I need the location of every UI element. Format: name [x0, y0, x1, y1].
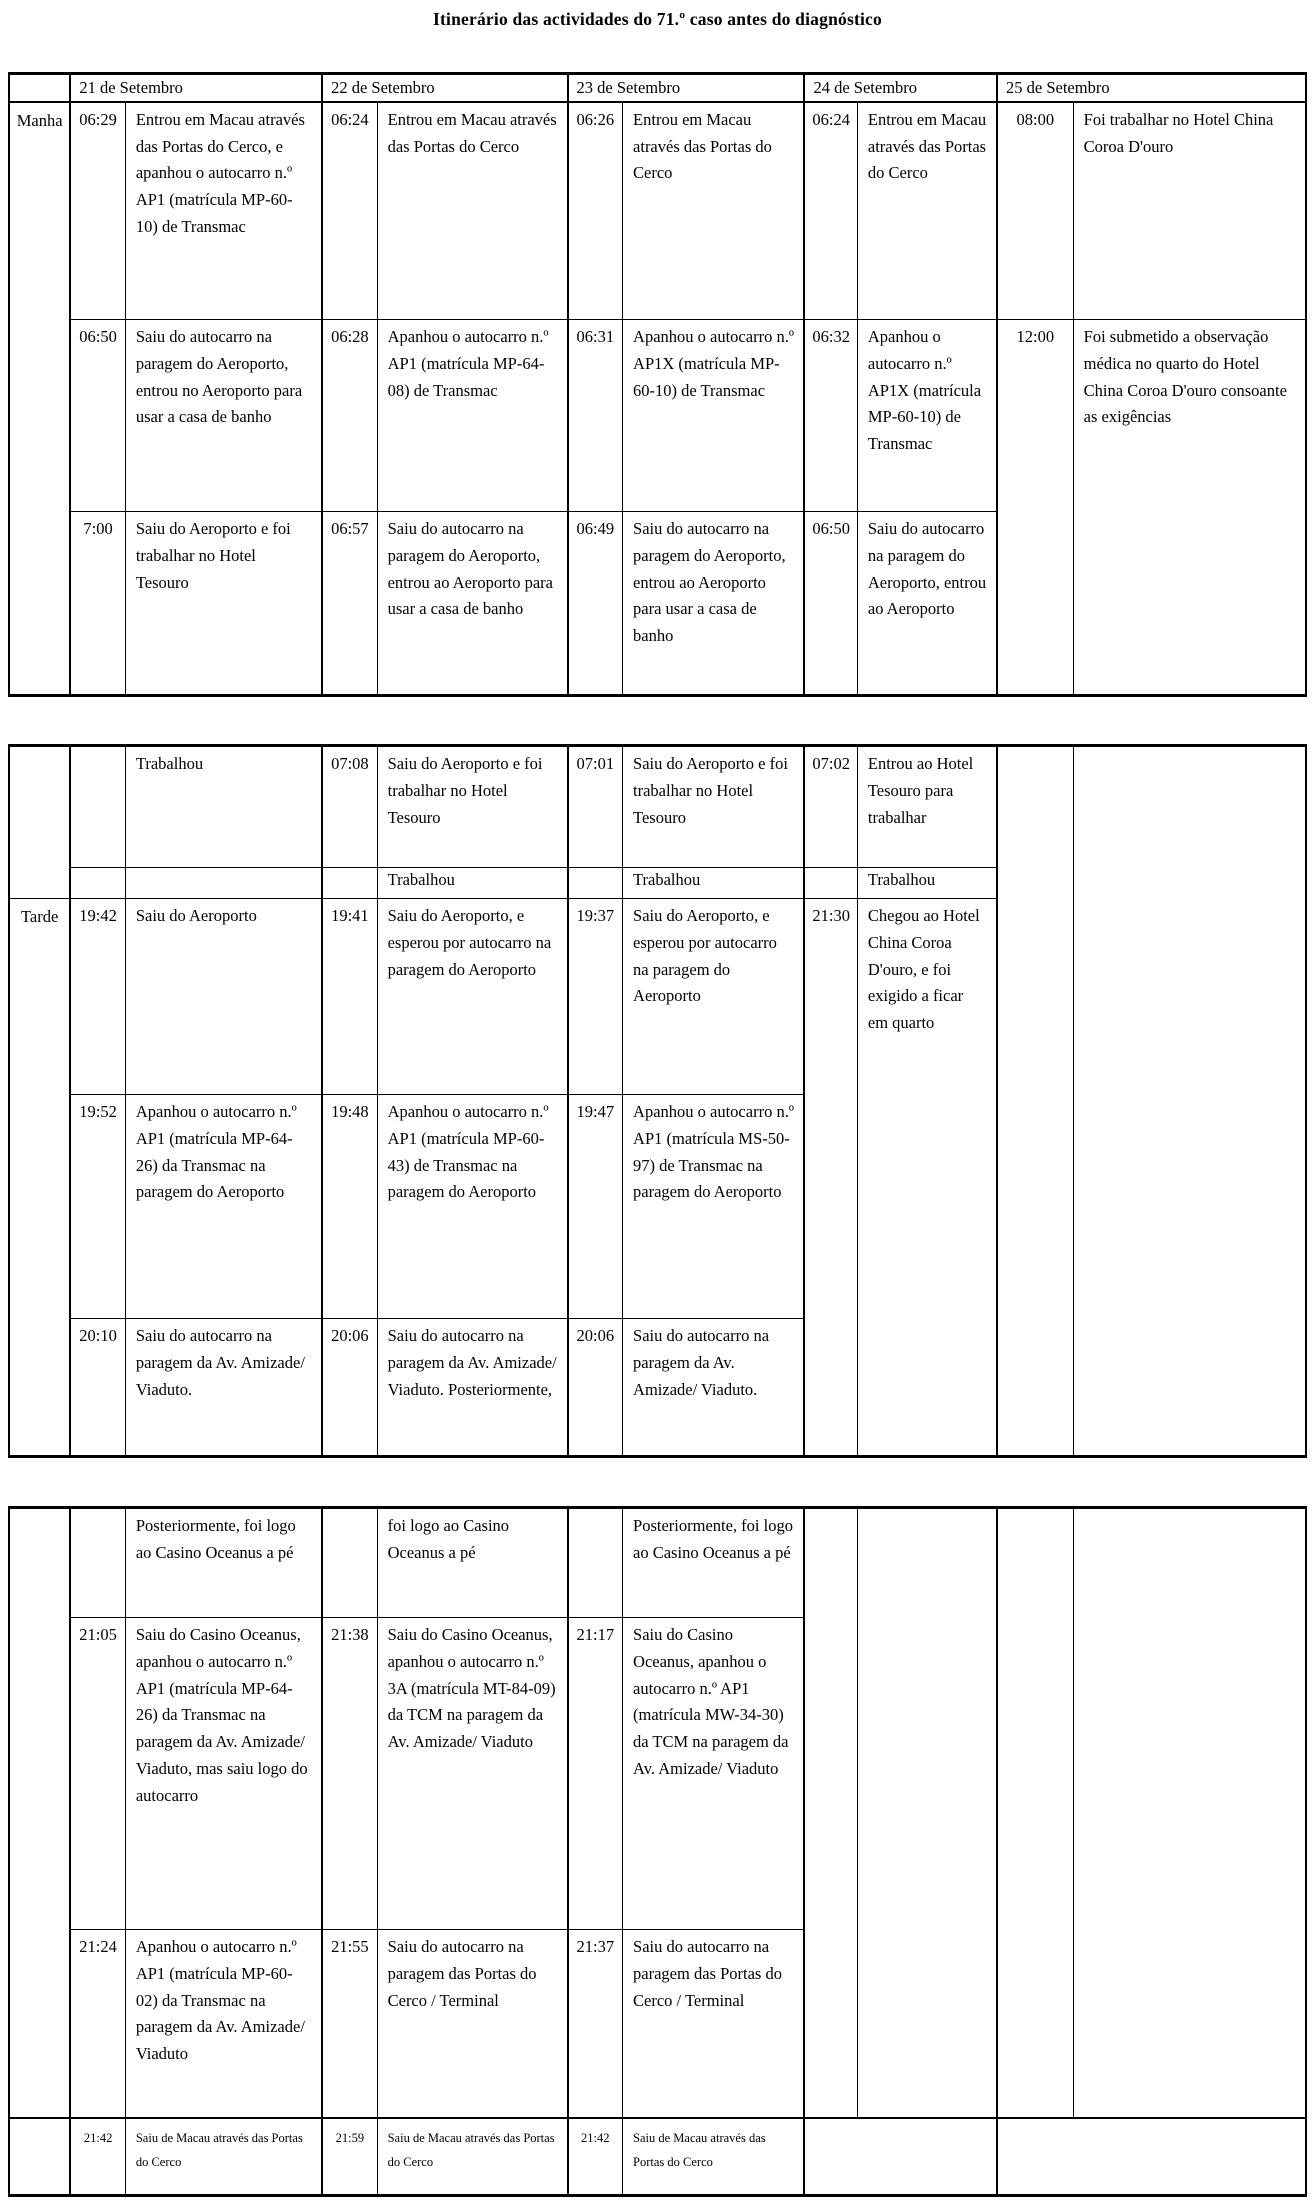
time-cell: 21:55: [322, 1930, 377, 2118]
activity-cell: Saiu do autocarro na paragem do Aeroporto, entrou no Aeroporto para usar a casa de banho: [125, 320, 322, 512]
time-cell: 21:38: [322, 1618, 377, 1930]
activity-cell: Saiu do Casino Oceanus, apanhou o autocarro n.º 3A (matrícula MT-84-09) da TCM na paragem da Av. Amizade/ Viaduto: [377, 1618, 567, 1930]
activity-cell: Trabalhou: [623, 868, 805, 899]
activity-cell: Apanhou o autocarro n.º AP1X (matrícula MP-60-10) de Transmac: [857, 320, 997, 512]
time-cell: 21:37: [568, 1930, 623, 2118]
activity-cell: Saiu do Aeroporto e foi trabalhar no Hotel Tesouro: [125, 512, 322, 696]
activity-cell: Entrou ao Hotel Tesouro para trabalhar: [857, 746, 997, 868]
page-title: Itinerário das actividades do 71.º caso antes do diagnóstico: [433, 9, 882, 29]
activity-cell: Posteriormente, foi logo ao Casino Oceanus a pé: [125, 1508, 322, 1618]
time-cell: 07:02: [804, 746, 857, 868]
activity-cell: Saiu de Macau através das Portas do Cerco: [377, 2118, 567, 2196]
empty-cell: [997, 2118, 1306, 2196]
activity-cell: [1073, 746, 1306, 1457]
time-cell: 21:42: [568, 2118, 623, 2196]
time-cell: [568, 1508, 623, 1618]
day-header-23-setembro: 23 de Setembro: [568, 74, 805, 102]
time-cell: 21:30: [804, 899, 857, 1457]
table-row: [9, 2118, 1306, 2196]
activity-cell: Saiu do Casino Oceanus, apanhou o autocarro n.º AP1 (matrícula MW-34-30) da TCM na paragem da Av. Amizade/ Viaduto: [623, 1618, 805, 1930]
activity-cell: Saiu do autocarro na paragem do Aeroporto, entrou ao Aeroporto: [857, 512, 997, 696]
empty-cell: [804, 2118, 997, 2196]
time-cell: [804, 1508, 857, 2118]
activity-cell: Apanhou o autocarro n.º AP1 (matrícula MP-64-26) da Transmac na paragem do Aeroporto: [125, 1095, 322, 1319]
activity-cell: Saiu de Macau através das Portas do Cerco: [623, 2118, 805, 2196]
time-cell: 19:41: [322, 899, 377, 1095]
activity-cell: Apanhou o autocarro n.º AP1 (matrícula MP-60-43) de Transmac na paragem do Aeroporto: [377, 1095, 567, 1319]
time-cell: 21:17: [568, 1618, 623, 1930]
time-cell: 06:50: [804, 512, 857, 696]
activity-cell: Apanhou o autocarro n.º AP1X (matrícula MP-60-10) de Transmac: [623, 320, 805, 512]
activity-cell: Saiu do autocarro na paragem do Aeroporto, entrou ao Aeroporto para usar a casa de banho: [377, 512, 567, 696]
activity-cell: Saiu do Aeroporto, e esperou por autocarro na paragem do Aeroporto: [377, 899, 567, 1095]
activity-cell: Saiu do Aeroporto e foi trabalhar no Hotel Tesouro: [623, 746, 805, 868]
time-cell: [70, 746, 125, 868]
time-cell: 06:24: [322, 102, 377, 320]
time-cell: 7:00: [70, 512, 125, 696]
table-row: [9, 320, 1306, 512]
table-row: [9, 1508, 1306, 1618]
time-cell: 06:26: [568, 102, 623, 320]
activity-cell: Apanhou o autocarro n.º AP1 (matrícula MP-64-08) de Transmac: [377, 320, 567, 512]
activity-cell: Trabalhou: [125, 746, 322, 868]
activity-cell: Foi trabalhar no Hotel China Coroa D'ouro: [1073, 102, 1306, 320]
day-header-24-setembro: 24 de Setembro: [804, 74, 997, 102]
activity-cell: Saiu do autocarro na paragem da Av. Amizade/ Viaduto. Posteriormente,: [377, 1319, 567, 1457]
time-cell: 19:42: [70, 899, 125, 1095]
period-label-cell: [9, 2118, 70, 2196]
time-cell: [70, 1508, 125, 1618]
activity-cell: Posteriormente, foi logo ao Casino Oceanus a pé: [623, 1508, 805, 1618]
itinerary-table-block-evening: [8, 1506, 1307, 2197]
time-cell: [804, 868, 857, 899]
activity-cell: Entrou em Macau através das Portas do Cerco: [857, 102, 997, 320]
time-cell: 07:01: [568, 746, 623, 868]
activity-cell: Entrou em Macau através das Portas do Cerco: [623, 102, 805, 320]
activity-cell: [857, 1508, 997, 2118]
activity-cell: Saiu do autocarro na paragem do Aeroporto, entrou ao Aeroporto para usar a casa de banho: [623, 512, 805, 696]
time-cell: 06:29: [70, 102, 125, 320]
activity-cell: [125, 868, 322, 899]
time-cell: 19:52: [70, 1095, 125, 1319]
time-cell: 21:42: [70, 2118, 125, 2196]
time-cell: 06:24: [804, 102, 857, 320]
activity-cell: Saiu do Casino Oceanus, apanhou o autocarro n.º AP1 (matrícula MP-64-26) da Transmac na paragem da Av. Amizade/ Viaduto, mas saiu logo do autocarro: [125, 1618, 322, 1930]
time-cell: 08:00: [997, 102, 1073, 320]
time-cell: 19:48: [322, 1095, 377, 1319]
activity-cell: foi logo ao Casino Oceanus a pé: [377, 1508, 567, 1618]
activity-cell: Saiu do Aeroporto, e esperou por autocarro na paragem do Aeroporto: [623, 899, 805, 1095]
time-cell: [997, 1508, 1073, 2118]
activity-cell: Saiu do autocarro na paragem das Portas do Cerco / Terminal: [623, 1930, 805, 2118]
time-cell: 06:57: [322, 512, 377, 696]
table-row: [9, 746, 1306, 868]
time-cell: 06:32: [804, 320, 857, 512]
time-cell: [568, 868, 623, 899]
day-header-22-setembro: 22 de Setembro: [322, 74, 567, 102]
time-cell: 20:10: [70, 1319, 125, 1457]
time-cell: 07:08: [322, 746, 377, 868]
activity-cell: Apanhou o autocarro n.º AP1 (matrícula MS-50-97) de Transmac na paragem do Aeroporto: [623, 1095, 805, 1319]
day-header-21-setembro: 21 de Setembro: [70, 74, 322, 102]
activity-cell: Saiu do Aeroporto: [125, 899, 322, 1095]
activity-cell: Foi submetido a observação médica no quarto do Hotel China Coroa D'ouro consoante as exigências: [1073, 320, 1306, 696]
period-label-cell: [9, 1508, 70, 2118]
time-cell: 19:37: [568, 899, 623, 1095]
time-cell: [997, 746, 1073, 1457]
time-cell: [70, 868, 125, 899]
time-cell: 20:06: [322, 1319, 377, 1457]
activity-cell: Entrou em Macau através das Portas do Cerco: [377, 102, 567, 320]
period-label-afternoon: Tarde: [9, 899, 70, 1457]
header-row: [9, 74, 1306, 102]
time-cell: 06:49: [568, 512, 623, 696]
activity-cell: Chegou ao Hotel China Coroa D'ouro, e foi exigido a ficar em quarto: [857, 899, 997, 1457]
activity-cell: Trabalhou: [377, 868, 567, 899]
time-cell: 21:24: [70, 1930, 125, 2118]
activity-cell: Apanhou o autocarro n.º AP1 (matrícula MP-60-02) da Transmac na paragem da Av. Amizade/ Viaduto: [125, 1930, 322, 2118]
time-cell: 06:31: [568, 320, 623, 512]
day-header-25-setembro: 25 de Setembro: [997, 74, 1306, 102]
time-cell: [322, 868, 377, 899]
activity-cell: Trabalhou: [857, 868, 997, 899]
activity-cell: Saiu do autocarro na paragem das Portas do Cerco / Terminal: [377, 1930, 567, 2118]
activity-cell: Saiu do autocarro na paragem da Av. Amizade/ Viaduto.: [623, 1319, 805, 1457]
itinerary-table-block-morning: [8, 72, 1307, 697]
activity-cell: Saiu do Aeroporto e foi trabalhar no Hotel Tesouro: [377, 746, 567, 868]
time-cell: 20:06: [568, 1319, 623, 1457]
activity-cell: [1073, 1508, 1306, 2118]
itinerary-table-block-afternoon: [8, 744, 1307, 1458]
time-cell: 21:05: [70, 1618, 125, 1930]
time-cell: 19:47: [568, 1095, 623, 1319]
time-cell: [322, 1508, 377, 1618]
period-label-morning: Manha: [9, 102, 70, 696]
time-cell: 21:59: [322, 2118, 377, 2196]
time-cell: 06:28: [322, 320, 377, 512]
time-cell: 06:50: [70, 320, 125, 512]
activity-cell: Entrou em Macau através das Portas do Cerco, e apanhou o autocarro n.º AP1 (matrícula MP-60-10) de Transmac: [125, 102, 322, 320]
time-cell: 12:00: [997, 320, 1073, 696]
table-row: [9, 102, 1306, 320]
corner-cell: [9, 74, 70, 102]
activity-cell: Saiu do autocarro na paragem da Av. Amizade/ Viaduto.: [125, 1319, 322, 1457]
activity-cell: Saiu de Macau através das Portas do Cerco: [125, 2118, 322, 2196]
period-label-cell: [9, 746, 70, 899]
